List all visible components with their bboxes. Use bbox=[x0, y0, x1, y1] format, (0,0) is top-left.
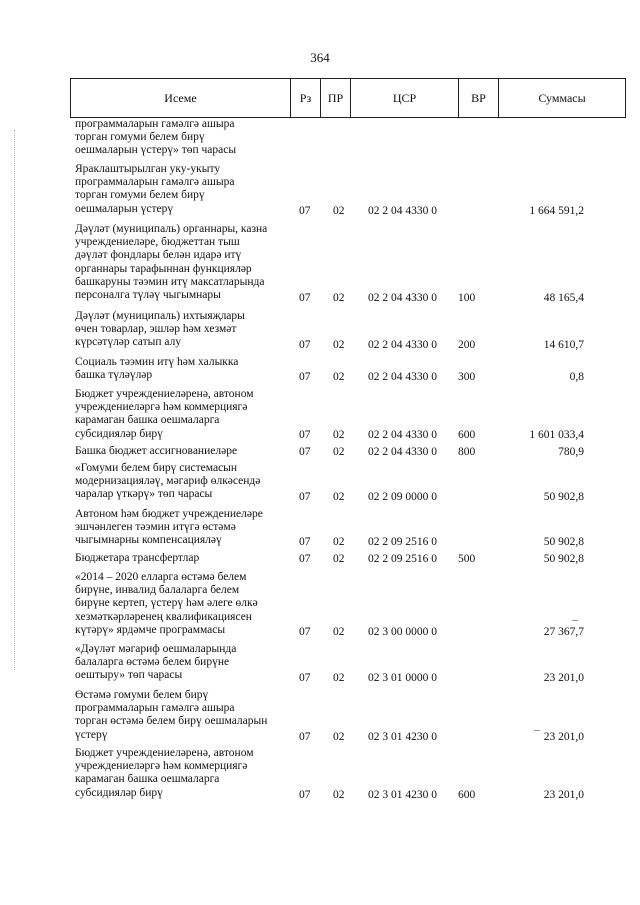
row-rz: 07 bbox=[299, 672, 311, 684]
row-rz: 07 bbox=[299, 491, 311, 503]
table-row bbox=[0, 445, 640, 459]
row-rz: 07 bbox=[299, 205, 311, 217]
row-sum: 23 201,0 bbox=[543, 672, 584, 684]
table-row bbox=[0, 462, 640, 504]
row-vr: 800 bbox=[458, 446, 476, 458]
row-vr: 300 bbox=[458, 371, 476, 383]
row-sum: 23 201,0 bbox=[543, 789, 584, 801]
table-row bbox=[0, 689, 640, 744]
row-name: программаларын гамәлгә ашыра торган гомуми белем бирү оешмаларын үстерү» төп чарасы bbox=[75, 118, 237, 157]
row-rz: 07 bbox=[299, 626, 311, 638]
row-name: Башка бюджет ассигнованиеләре bbox=[75, 445, 238, 457]
column-header-name: Исеме bbox=[71, 79, 291, 117]
row-rz: 07 bbox=[299, 789, 311, 801]
row-pr: 02 bbox=[333, 491, 345, 503]
table-row bbox=[0, 643, 640, 685]
row-sum: 23 201,0 bbox=[543, 731, 584, 743]
table-row bbox=[0, 552, 640, 566]
row-pr: 02 bbox=[333, 446, 345, 458]
margin-tick bbox=[572, 620, 578, 621]
row-csr: 02 2 04 4330 0 bbox=[368, 446, 437, 458]
row-csr: 02 2 04 4330 0 bbox=[368, 429, 437, 441]
row-pr: 02 bbox=[333, 536, 345, 548]
row-csr: 02 2 04 4330 0 bbox=[368, 339, 437, 351]
row-csr: 02 2 09 0000 0 bbox=[368, 491, 437, 503]
row-sum: 50 902,8 bbox=[543, 553, 584, 565]
margin-tick bbox=[534, 730, 540, 731]
row-pr: 02 bbox=[333, 731, 345, 743]
row-csr: 02 2 04 4330 0 bbox=[368, 292, 437, 304]
row-sum: 27 367,7 bbox=[543, 626, 584, 638]
row-name: «2014 – 2020 елларга өстәмә белем бирүне, инвалид балаларга белем бирүне кертеп, үстерү һәм әлеге өлкә хезмәткәрләренең квалификациясен күтәрү» ярдәмче программасы bbox=[75, 571, 258, 636]
row-sum: 14 610,7 bbox=[543, 339, 584, 351]
table-row bbox=[0, 388, 640, 442]
row-csr: 02 3 01 0000 0 bbox=[368, 672, 437, 684]
page-number: 364 bbox=[310, 50, 330, 65]
row-rz: 07 bbox=[299, 292, 311, 304]
row-csr: 02 2 09 2516 0 bbox=[368, 553, 437, 565]
row-csr: 02 2 04 4330 0 bbox=[368, 205, 437, 217]
table-row bbox=[0, 747, 640, 802]
row-name: Социаль тәэмин итү һәм халыкка башка түләүләр bbox=[75, 356, 239, 382]
row-name: Дәүләт (муниципаль) ихтыяҗлары өчен товарлар, эшләр һәм хезмәт күрсәтүләр сатып алу bbox=[75, 310, 245, 349]
row-name: Бюджет учреждениеләренә, автоном учреждениеләргә һәм коммерциягә карамаган башка оешмаларга субсидияләр бирү bbox=[75, 388, 254, 440]
row-pr: 02 bbox=[333, 292, 345, 304]
row-csr: 02 2 04 4330 0 bbox=[368, 371, 437, 383]
row-vr: 600 bbox=[458, 429, 476, 441]
row-sum: 50 902,8 bbox=[543, 536, 584, 548]
row-vr: 100 bbox=[458, 292, 476, 304]
table-row bbox=[0, 163, 640, 218]
row-vr: 600 bbox=[458, 789, 476, 801]
row-pr: 02 bbox=[333, 429, 345, 441]
row-vr: 200 bbox=[458, 339, 476, 351]
row-csr: 02 3 01 4230 0 bbox=[368, 789, 437, 801]
row-rz: 07 bbox=[299, 553, 311, 565]
row-sum: 50 902,8 bbox=[543, 491, 584, 503]
table-row bbox=[0, 571, 640, 639]
row-csr: 02 3 01 4230 0 bbox=[368, 731, 437, 743]
row-pr: 02 bbox=[333, 553, 345, 565]
row-rz: 07 bbox=[299, 446, 311, 458]
table-row bbox=[0, 223, 640, 305]
row-name: Автоном һәм бюджет учреждениеләре эшчәнлеген тәэмин итүгә өстәмә чыгымнарны компенсацияләү bbox=[75, 508, 263, 547]
column-header-pr: ПР bbox=[321, 79, 351, 117]
row-name: Өстәмә гомуми белем бирү программаларын гамәлгә ашыра торган өстәмә белем бирү оешмаларын үстерү bbox=[75, 689, 268, 741]
row-name: Яраклаштырылган уку-укыту программаларын гамәлгә ашыра торган гомуми белем бирү оешмаларын үстерү bbox=[75, 163, 235, 215]
row-pr: 02 bbox=[333, 371, 345, 383]
table-row bbox=[0, 356, 640, 384]
row-rz: 07 bbox=[299, 429, 311, 441]
row-sum: 0,8 bbox=[569, 371, 584, 383]
table-row bbox=[0, 508, 640, 549]
column-header-rz: Рз bbox=[291, 79, 321, 117]
row-vr: 500 bbox=[458, 553, 476, 565]
row-sum: 1 601 033,4 bbox=[529, 429, 584, 441]
row-pr: 02 bbox=[333, 672, 345, 684]
row-sum: 780,9 bbox=[558, 446, 584, 458]
row-csr: 02 3 00 0000 0 bbox=[368, 626, 437, 638]
column-header-vr: ВР bbox=[459, 79, 499, 117]
row-rz: 07 bbox=[299, 371, 311, 383]
table-row bbox=[0, 310, 640, 352]
row-rz: 07 bbox=[299, 339, 311, 351]
row-rz: 07 bbox=[299, 536, 311, 548]
row-name: Дәүләт (муниципаль) органнары, казна учреждениеләре, бюджеттан тыш дәүләт фондлары белән идарә итү органнары тарафыннан функцияләр башкаруны тәэмин итү максатларында персоналга түләү чыгымнары bbox=[75, 223, 268, 302]
row-csr: 02 2 09 2516 0 bbox=[368, 536, 437, 548]
row-sum: 48 165,4 bbox=[543, 292, 584, 304]
row-name: Бюджетара трансфертлар bbox=[75, 552, 200, 564]
row-pr: 02 bbox=[333, 789, 345, 801]
row-name: «Гомуми белем бирү системасын модернизацияләү, мәгариф өлкәсендә чаралар үткәрү» төп чарасы bbox=[75, 462, 261, 501]
table-row bbox=[0, 118, 640, 158]
row-sum: 1 664 591,2 bbox=[529, 205, 584, 217]
row-name: Бюджет учреждениеләренә, автоном учреждениеләргә һәм коммерциягә карамаган башка оешмаларга субсидияләр бирү bbox=[75, 747, 254, 799]
row-rz: 07 bbox=[299, 731, 311, 743]
row-name: «Дәүләт мәгариф оешмаларында балаларга өстәмә белем бирүне оештыру» төп чарасы bbox=[75, 643, 237, 682]
row-pr: 02 bbox=[333, 339, 345, 351]
column-header-sum: Суммасы bbox=[538, 90, 586, 105]
row-pr: 02 bbox=[333, 205, 345, 217]
row-pr: 02 bbox=[333, 626, 345, 638]
column-header-csr: ЦСР bbox=[351, 79, 459, 117]
